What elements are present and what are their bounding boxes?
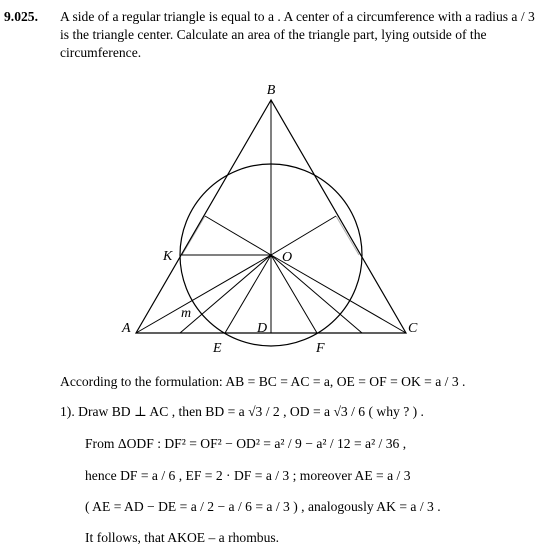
label-m: m xyxy=(181,306,192,321)
problem-statement: A side of a regular triangle is equal to a . A center of a circumference with a radius a / 3 is the triangle center. Calculate an area of the triangle part, lying outside of the circumference. xyxy=(60,9,535,60)
label-b: B xyxy=(266,83,276,98)
solution-line-5: ( AE = AD − DE = a / 2 − a / 6 = a / 3 ) , analogously AK = a / 3 . xyxy=(85,499,441,514)
label-d: D xyxy=(257,321,268,336)
segment-o-c1 xyxy=(271,255,362,333)
label-o: O xyxy=(282,250,293,265)
solution-line-4: hence DF = a / 6 , EF = 2 · DF = a / 3 ; moreover AE = a / 3 xyxy=(85,468,411,483)
gray-segment-left xyxy=(182,216,205,255)
label-a: A xyxy=(122,321,131,336)
label-e: E xyxy=(213,341,222,356)
segment-o-left xyxy=(205,216,271,255)
problem-number: 9.025. xyxy=(4,9,38,24)
label-f: F xyxy=(316,341,325,356)
solution-line-6: It follows, that AKOE – a rhombus. xyxy=(85,530,280,545)
label-c: C xyxy=(408,321,418,336)
segment-oc xyxy=(271,255,406,333)
segment-o-right xyxy=(271,216,336,255)
solution-line-2: 1). Draw BD ⊥ AC , then BD = a √3 / 2 , OD = a √3 / 6 ( why ? ) . xyxy=(60,404,424,419)
solution-line-1: According to the formulation: AB = BC = AC = a, OE = OF = OK = a / 3 . xyxy=(60,374,466,389)
solution-line-3: From ΔODF : DF² = OF² − OD² = a² / 9 − a² / 12 = a² / 36 , xyxy=(85,436,407,451)
triangle-figure xyxy=(0,78,547,368)
segment-ao xyxy=(136,255,271,333)
label-k: K xyxy=(163,249,173,264)
segment-of xyxy=(271,255,317,333)
